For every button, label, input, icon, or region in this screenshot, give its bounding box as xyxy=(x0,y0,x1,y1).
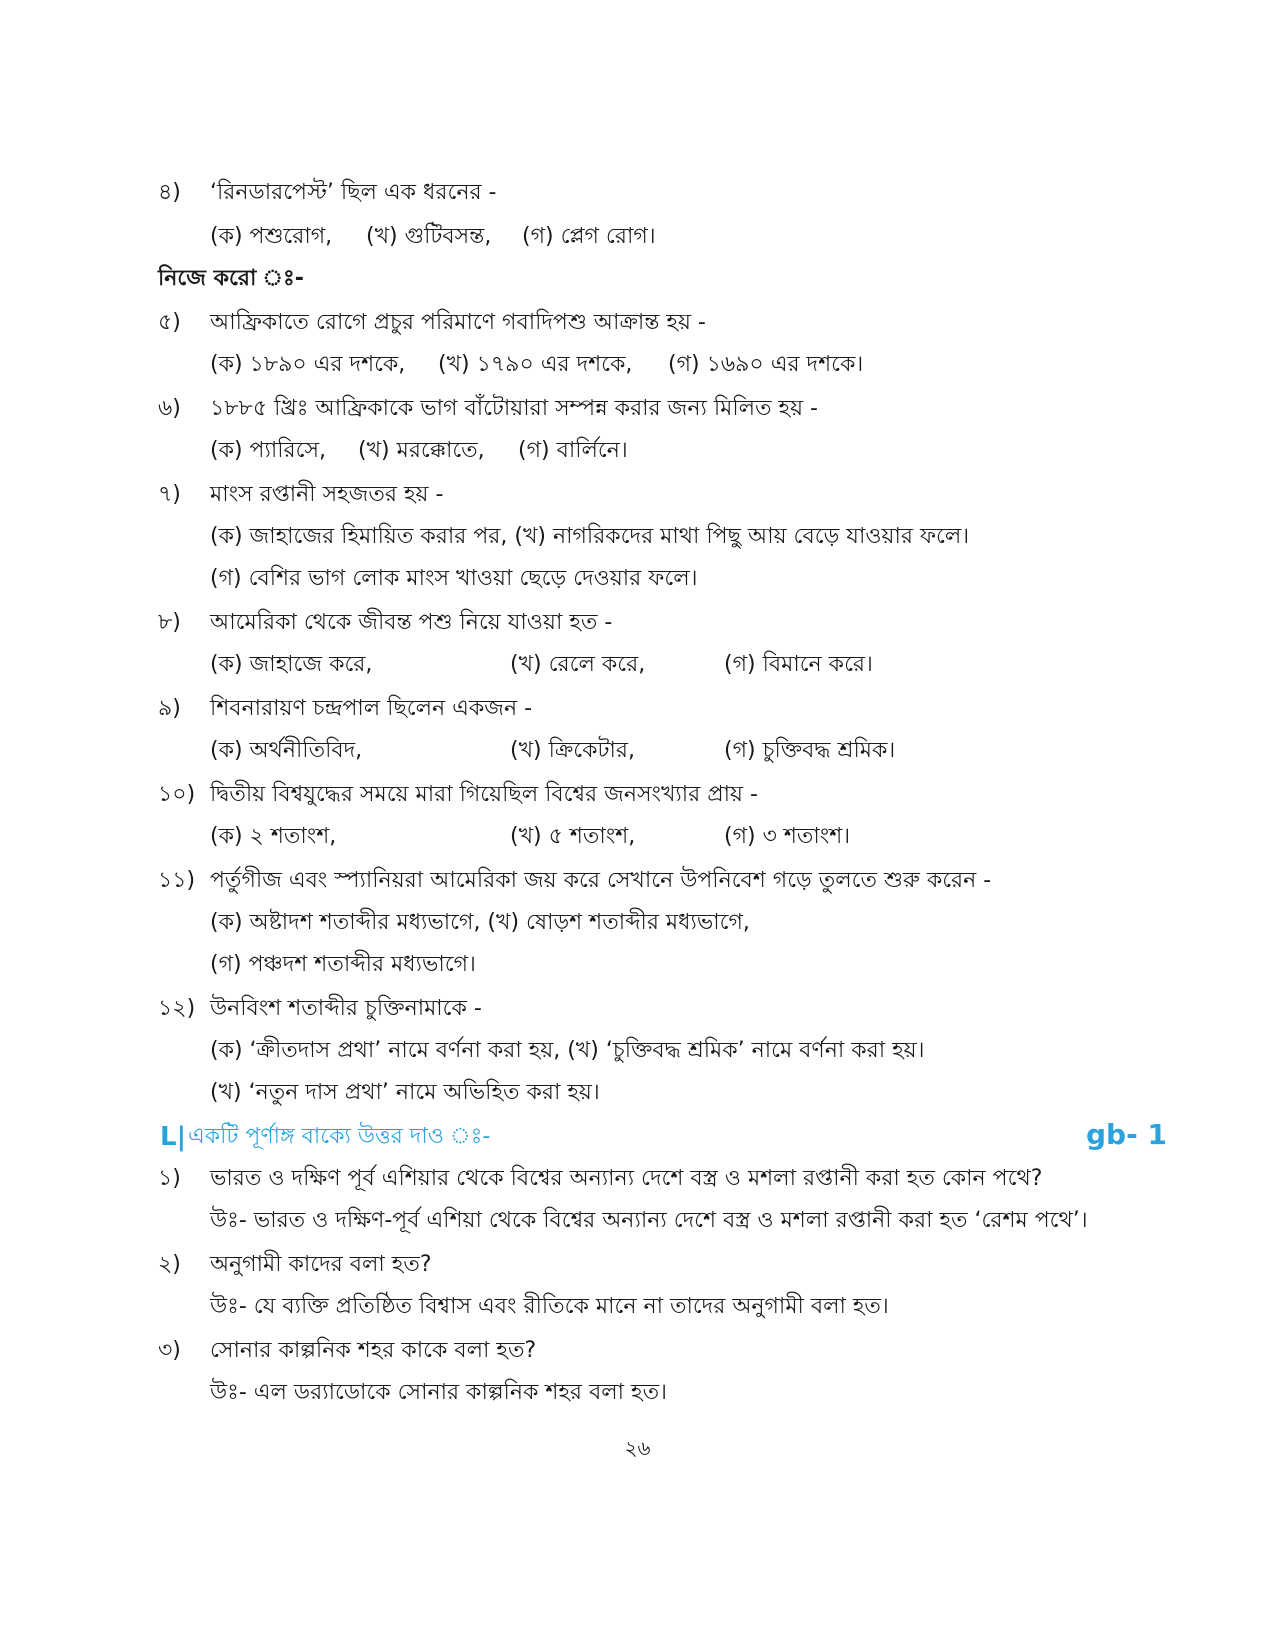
question-number: ৫) xyxy=(158,310,181,335)
question-number: ৯) xyxy=(158,696,181,721)
option-c: (গ) ১৬৯০ এর দশকে। xyxy=(668,352,864,377)
question-text: ‘রিনডারপেস্ট’ ছিল এক ধরনের - xyxy=(210,180,497,205)
question-number: ৭) xyxy=(158,482,181,507)
question-number: ৪) xyxy=(158,180,181,205)
option-c: (গ) বার্লিনে। xyxy=(518,438,628,463)
option-b: (খ) ৫ শতাংশ, xyxy=(510,824,636,849)
option-b: (খ) রেলে করে, xyxy=(510,652,646,677)
options-line: (গ) পঞ্চদশ শতাব্দীর মধ্যভাগে। xyxy=(210,952,476,977)
option-b: (খ) ১৭৯০ এর দশকে, xyxy=(438,352,633,377)
option-a: (ক) ১৮৯০ এর দশকে, xyxy=(210,352,406,377)
question-number: ১১) xyxy=(158,868,196,893)
question-number: ১২) xyxy=(158,996,196,1021)
answer-text: উঃ- ভারত ও দক্ষিণ-পূর্ব এশিয়া থেকে বিশ্বের অন্যান্য দেশে বস্ত্র ও মশলা রপ্তানী করা হত ‘রেশম পথে’। xyxy=(210,1208,1088,1233)
question-text: ভারত ও দক্ষিণ পূর্ব এশিয়ার থেকে বিশ্বের অন্যান্য দেশে বস্ত্র ও মশলা রপ্তানী করা হত কোন পথে? xyxy=(210,1166,1043,1191)
answer-text: উঃ- এল ডর‍্যাডোকে সোনার কাল্পনিক শহর বলা হত। xyxy=(210,1380,667,1405)
options-line: (খ) ‘নতুন দাস প্রথা’ নামে অভিহিত করা হয়। xyxy=(210,1080,600,1105)
options-line: (গ) বেশির ভাগ লোক মাংস খাওয়া ছেড়ে দেওয়ার ফলে। xyxy=(210,566,698,591)
section-marker: L| xyxy=(160,1122,187,1152)
option-b: (খ) মরক্কোতে, xyxy=(358,438,485,463)
option-a: (ক) ২ শতাংশ, xyxy=(210,824,337,849)
section-title: একটি পূর্ণাঙ্গ বাক্যে উত্তর দাও ঃ- xyxy=(188,1124,491,1149)
option-c: (গ) ৩ শতাংশ। xyxy=(724,824,851,849)
page-number: ২৬ xyxy=(624,1436,651,1460)
option-c: (গ) চুক্তিবদ্ধ শ্রমিক। xyxy=(724,738,896,763)
question-number: ১০) xyxy=(158,782,196,807)
option-a: (ক) প্যারিসে, xyxy=(210,438,327,463)
option-a: (ক) জাহাজে করে, xyxy=(210,652,373,677)
section-tag: gb- 1 xyxy=(1086,1118,1167,1151)
question-number: ২) xyxy=(158,1252,181,1277)
question-text: ১৮৮৫ খ্রিঃ আফ্রিকাকে ভাগ বাঁটোয়ারা সম্পন্ন করার জন্য মিলিত হয় - xyxy=(210,396,818,421)
question-text: পর্তুগীজ এবং স্প্যানিয়রা আমেরিকা জয় করে সেখানে উপনিবেশ গড়ে তুলতে শুরু করেন - xyxy=(210,868,992,893)
options-line: (ক) অষ্টাদশ শতাব্দীর মধ্যভাগে, (খ) ষোড়শ শতাব্দীর মধ্যভাগে, xyxy=(210,910,750,935)
question-text: মাংস রপ্তানী সহজতর হয় - xyxy=(210,482,444,507)
answer-text: উঃ- যে ব্যক্তি প্রতিষ্ঠিত বিশ্বাস এবং রীতিকে মানে না তাদের অনুগামী বলা হত। xyxy=(210,1294,889,1319)
question-number: ৮) xyxy=(158,610,181,635)
option-b: (খ) গুটিবসন্ত, xyxy=(366,224,492,249)
question-text: উনবিংশ শতাব্দীর চুক্তিনামাকে - xyxy=(210,996,482,1021)
options-line: (ক) ‘ক্রীতদাস প্রথা’ নামে বর্ণনা করা হয়, (খ) ‘চুক্তিবদ্ধ শ্রমিক’ নামে বর্ণনা করা হয়। xyxy=(210,1038,925,1063)
question-number: ৩) xyxy=(158,1338,181,1363)
options-line: (ক) জাহাজের হিমায়িত করার পর, (খ) নাগরিকদের মাথা পিছু আয় বেড়ে যাওয়ার ফলে। xyxy=(210,524,970,549)
question-number: ১) xyxy=(158,1166,181,1191)
option-b: (খ) ক্রিকেটার, xyxy=(510,738,635,763)
option-c: (গ) প্লেগ রোগ। xyxy=(522,224,656,249)
question-text: দ্বিতীয় বিশ্বযুদ্ধের সময়ে মারা গিয়েছিল বিশ্বের জনসংখ্যার প্রায় - xyxy=(210,782,758,807)
option-a: (ক) অর্থনীতিবিদ, xyxy=(210,738,363,763)
section-heading-self-practice: নিজে করো ঃ- xyxy=(158,266,304,291)
question-text: আমেরিকা থেকে জীবন্ত পশু নিয়ে যাওয়া হত - xyxy=(210,610,613,635)
question-text: আফ্রিকাতে রোগে প্রচুর পরিমাণে গবাদিপশু আক্রান্ত হয় - xyxy=(210,310,706,335)
option-a: (ক) পশুরোগ, xyxy=(210,224,333,249)
question-text: অনুগামী কাদের বলা হত? xyxy=(210,1252,432,1277)
option-c: (গ) বিমানে করে। xyxy=(724,652,873,677)
question-text: সোনার কাল্পনিক শহর কাকে বলা হত? xyxy=(210,1338,537,1363)
question-text: শিবনারায়ণ চন্দ্রপাল ছিলেন একজন - xyxy=(210,696,533,721)
question-number: ৬) xyxy=(158,396,181,421)
